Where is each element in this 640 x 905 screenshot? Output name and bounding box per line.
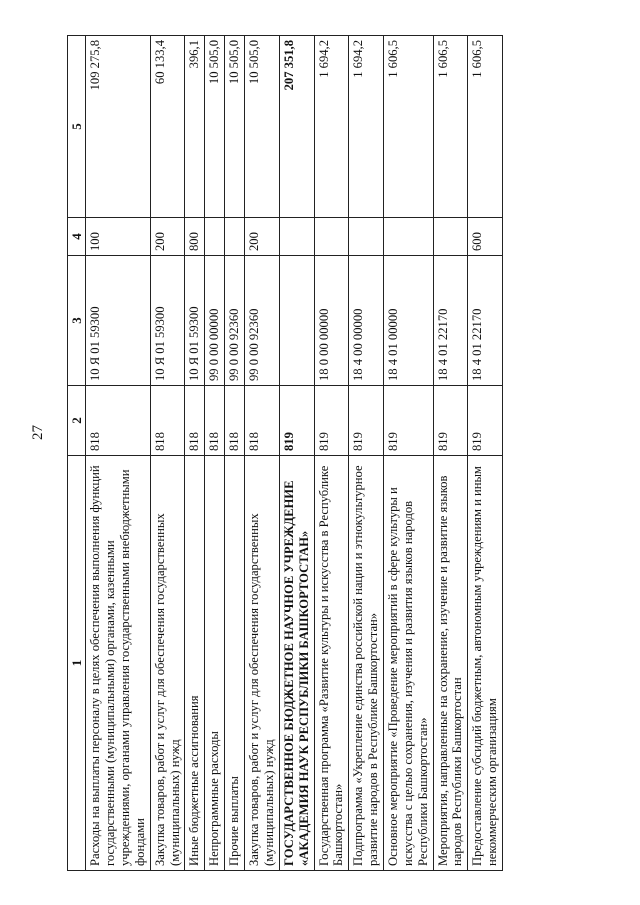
cell-name: Закупка товаров, работ и услуг для обеспечения государственных (муниципальных) нужд	[150, 456, 185, 871]
cell-csr: 18 4 00 00000	[349, 256, 384, 386]
table-row	[205, 36, 225, 871]
header-cell: 5	[68, 36, 86, 218]
cell-sum: 10 505,0	[225, 36, 245, 218]
table-row	[86, 36, 150, 871]
cell-csr: 10 Я 01 59300	[86, 256, 150, 386]
cell-vr: 200	[150, 218, 185, 256]
cell-csr: 18 0 00 00000	[314, 256, 349, 386]
cell-sum: 1 606,5	[433, 36, 468, 218]
table-row	[433, 36, 468, 871]
table-row	[279, 36, 314, 871]
header-cell: 4	[68, 218, 86, 256]
cell-name: Расходы на выплаты персоналу в целях обеспечения выполнения функций государственными (муниципальными) органами, казенными учреждениями, органами управления государственными внебюджетными фондами	[86, 456, 150, 871]
cell-name: Подпрограмма «Укрепление единства российской нации и этнокультурное развитие народов в Республике Башкортостан»	[349, 456, 384, 871]
table-row	[185, 36, 205, 871]
cell-vr: 200	[245, 218, 280, 256]
cell-vr: 600	[468, 218, 503, 256]
table-body	[86, 36, 503, 871]
cell-grbs: 818	[86, 386, 150, 456]
cell-name: Закупка товаров, работ и услуг для обеспечения государственных (муниципальных) нужд	[245, 456, 280, 871]
cell-name: Мероприятия, направленные на сохранение, изучение и развитие языков народов Республики Башкортостан	[433, 456, 468, 871]
cell-vr	[225, 218, 245, 256]
cell-sum: 1 694,2	[314, 36, 349, 218]
cell-name: ГОСУДАРСТВЕННОЕ БЮДЖЕТНОЕ НАУЧНОЕ УЧРЕЖДЕНИЕ «АКАДЕМИЯ НАУК РЕСПУБЛИКИ БАШКОРТОСТАН»	[279, 456, 314, 871]
cell-csr: 99 0 00 92360	[225, 256, 245, 386]
cell-grbs: 819	[279, 386, 314, 456]
cell-name: Государственная программа «Развитие культуры и искусства в Республике Башкортостан»	[314, 456, 349, 871]
cell-name: Основное мероприятие «Проведение мероприятий в сфере культуры и искусства с целью сохранения, изучения и развития языков народов Республики Башкортостан»	[383, 456, 433, 871]
cell-name: Иные бюджетные ассигнования	[185, 456, 205, 871]
cell-grbs: 819	[433, 386, 468, 456]
cell-grbs: 819	[383, 386, 433, 456]
cell-vr: 800	[185, 218, 205, 256]
table-row	[150, 36, 185, 871]
cell-name: Предоставление субсидий бюджетным, автономным учреждениям и иным некоммерческим организациям	[468, 456, 503, 871]
cell-grbs: 819	[349, 386, 384, 456]
table-row	[383, 36, 433, 871]
cell-sum: 109 275,8	[86, 36, 150, 218]
cell-sum: 60 133,4	[150, 36, 185, 218]
table-row	[468, 36, 503, 871]
cell-grbs: 818	[225, 386, 245, 456]
cell-vr	[433, 218, 468, 256]
cell-sum: 396,1	[185, 36, 205, 218]
cell-vr	[314, 218, 349, 256]
cell-csr: 10 Я 01 59300	[185, 256, 205, 386]
cell-vr	[205, 218, 225, 256]
cell-csr: 10 Я 01 59300	[150, 256, 185, 386]
header-cell: 1	[68, 456, 86, 871]
header-cell: 3	[68, 256, 86, 386]
cell-vr	[349, 218, 384, 256]
cell-vr	[383, 218, 433, 256]
page-number: 27	[30, 425, 46, 440]
cell-grbs: 819	[314, 386, 349, 456]
cell-csr: 99 0 00 00000	[205, 256, 225, 386]
header-cell: 2	[68, 386, 86, 456]
cell-name: Непрограммные расходы	[205, 456, 225, 871]
cell-sum: 1 606,5	[383, 36, 433, 218]
cell-vr	[279, 218, 314, 256]
cell-sum: 207 351,8	[279, 36, 314, 218]
cell-csr: 18 4 01 22170	[468, 256, 503, 386]
cell-vr: 100	[86, 218, 150, 256]
cell-grbs: 818	[245, 386, 280, 456]
cell-grbs: 818	[205, 386, 225, 456]
table-row	[225, 36, 245, 871]
cell-sum: 1 606,5	[468, 36, 503, 218]
header-row	[68, 36, 86, 871]
table-row	[245, 36, 280, 871]
cell-grbs: 819	[468, 386, 503, 456]
budget-table	[67, 35, 503, 871]
cell-grbs: 818	[150, 386, 185, 456]
cell-sum: 10 505,0	[245, 36, 280, 218]
cell-csr: 18 4 01 22170	[433, 256, 468, 386]
cell-sum: 10 505,0	[205, 36, 225, 218]
cell-grbs: 818	[185, 386, 205, 456]
cell-csr: 18 4 01 00000	[383, 256, 433, 386]
cell-csr: 99 0 00 92360	[245, 256, 280, 386]
table-row	[349, 36, 384, 871]
rotated-content	[67, 36, 561, 871]
table-row	[314, 36, 349, 871]
cell-name: Прочие выплаты	[225, 456, 245, 871]
cell-csr	[279, 256, 314, 386]
cell-sum: 1 694,2	[349, 36, 384, 218]
